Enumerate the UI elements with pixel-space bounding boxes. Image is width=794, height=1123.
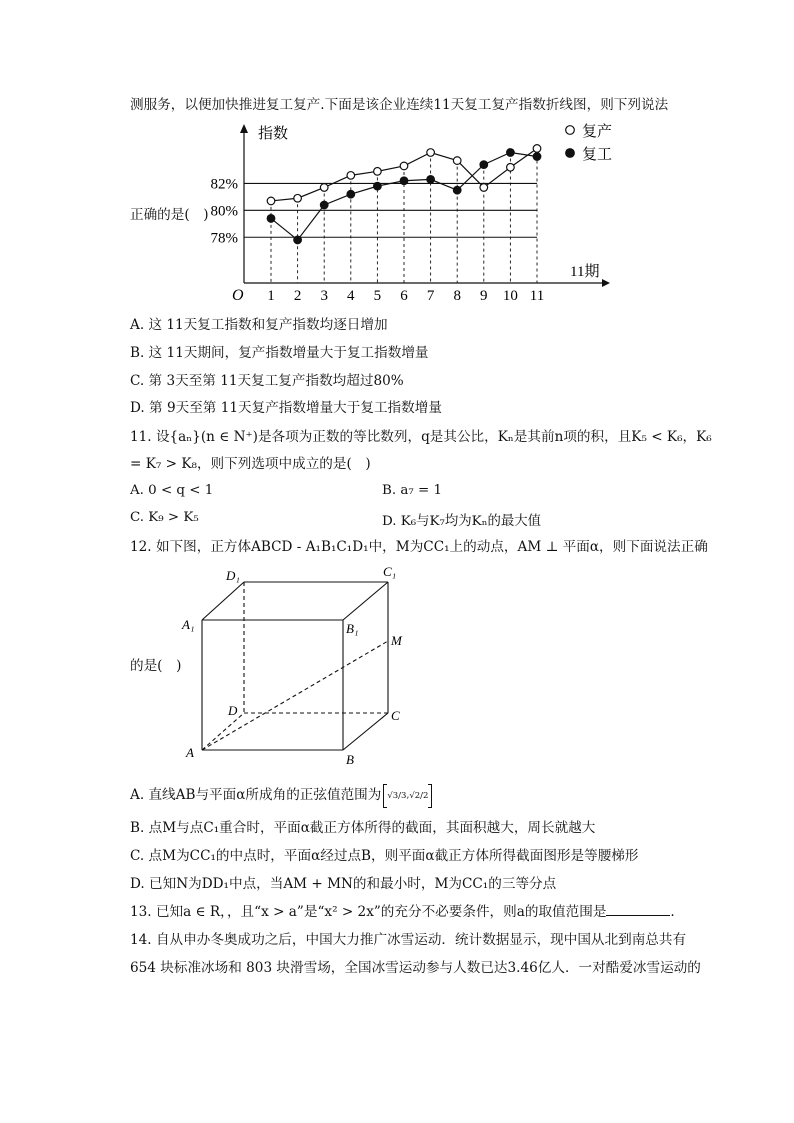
- edge-b-c: [343, 713, 388, 750]
- point-复工-2: [294, 236, 302, 244]
- point-复工-9: [480, 161, 488, 169]
- y-tick-label-78: 78%: [210, 230, 238, 247]
- q11-line2: = K₇ > K₈，则下列选项中成立的是( ): [130, 456, 371, 472]
- q10-option-a: A. 这 11天复工指数和复产指数均逐日增加: [130, 317, 388, 333]
- y-tick-label-82: 82%: [210, 176, 238, 193]
- x-axis-label: 11期: [570, 264, 600, 280]
- point-复工-5: [374, 182, 382, 190]
- point-复工-10: [507, 149, 515, 157]
- cube-figure: [170, 560, 420, 775]
- legend-marker-复产: [566, 126, 575, 135]
- point-复产-4: [347, 172, 355, 180]
- edge-a1-d1: [202, 582, 244, 620]
- intro-line: 测服务，以便加快推进复工复产.下面是该企业连续11天复工复产指数折线图，则下列说法: [130, 97, 669, 113]
- q11-option-a: A. 0 < q < 1: [130, 483, 214, 498]
- q11-line1: 11. 设{aₙ}(n ∈ N⁺)是各项为正数的等比数列，q是其公比，Kₙ是其前n项的积，且K₅ < K₆，K₆: [130, 429, 712, 445]
- range-bracket-right: [428, 784, 432, 808]
- edge-b1-c1: [343, 582, 388, 620]
- legend-marker-复工: [566, 149, 575, 158]
- point-复工-7: [427, 176, 435, 184]
- q13-text: 13. 已知a ∈ R，，且“x > a”是“x² > 2x”的充分不必要条件，则a的取值范围是: [130, 904, 607, 920]
- q12-line1: 12. 如下图，正方体ABCD - A₁B₁C₁D₁中，M为CC₁上的动点，AM ⊥ 平面α，则下面说法正确: [130, 539, 708, 555]
- q11-option-d: D. K₆与K₇均为Kₙ的最大值: [382, 514, 542, 529]
- x-tick-label-4: 4: [347, 288, 355, 304]
- point-复产-9: [480, 184, 488, 192]
- q10-option-d: D. 第 9天至第 11天复产指数增量大于复工指数增量: [130, 400, 442, 416]
- range-right: √2/2: [409, 790, 429, 801]
- x-tick-label-10: 10: [502, 288, 518, 304]
- label-m: M: [391, 633, 402, 648]
- point-复产-1: [267, 197, 275, 205]
- q10-option-c: C. 第 3天至第 11天复工复产指数均超过80%: [130, 373, 404, 389]
- label-a: A: [186, 745, 194, 760]
- index-line-chart: [200, 118, 630, 308]
- x-tick-label-1: 1: [267, 288, 275, 304]
- point-复产-10: [507, 163, 515, 171]
- q13-line: [130, 903, 675, 921]
- range-left: √3/3: [387, 790, 407, 801]
- point-复工-4: [347, 190, 355, 198]
- x-tick-label-3: 3: [320, 288, 328, 304]
- segment-a-m: [202, 641, 388, 750]
- q12-option-c: C. 点M为CC₁的中点时，平面α经过点B，则平面α截正方体所得截面图形是等腰梯形: [130, 848, 639, 864]
- point-复产-5: [374, 168, 382, 176]
- point-复产-6: [400, 162, 408, 170]
- point-复工-6: [400, 177, 408, 185]
- point-复工-1: [267, 215, 275, 223]
- x-tick-label-9: 9: [480, 288, 488, 304]
- label-d1: D₁: [226, 568, 240, 583]
- q14-line1: 14. 自从申办冬奥成功之后，中国大力推广冰雪运动．统计数据显示，现中国从北到南总共有: [130, 932, 687, 948]
- point-复产-7: [427, 149, 435, 157]
- legend-label-复工: 复工: [582, 147, 613, 163]
- q12-prompt: 的是( ): [130, 658, 182, 674]
- label-b1: B₁: [346, 621, 359, 636]
- label-a1: A₁: [182, 617, 195, 632]
- edge-a-d: [202, 713, 244, 750]
- legend-label-复产: 复产: [582, 124, 613, 140]
- q14-line2: 654 块标准冰场和 803 块滑雪场，全国冰雪运动参与人数已达3.46亿人．一对酷爱冰雪运动的: [130, 960, 701, 976]
- label-c: C: [391, 708, 400, 723]
- q10-prompt: 正确的是( ): [130, 207, 209, 223]
- x-tick-label-7: 7: [426, 288, 435, 304]
- q11-option-c: C. K₉ > K₅: [130, 510, 199, 525]
- origin-label: O: [232, 287, 244, 304]
- y-tick-label-80: 80%: [210, 203, 238, 220]
- label-b: B: [346, 752, 354, 767]
- point-复产-8: [453, 157, 461, 165]
- q12-option-d: D. 已知N为DD₁中点，当AM + MN的和最小时，M为CC₁的三等分点: [130, 876, 557, 892]
- x-tick-label-11: 11: [529, 288, 545, 304]
- label-d: D: [228, 703, 238, 718]
- point-复产-11: [533, 145, 541, 153]
- y-axis-arrow: [240, 124, 248, 133]
- q13-answer-blank[interactable]: [606, 903, 670, 916]
- q12-option-a: A. 直线AB与平面α所成角的正弦值范围为 √3/3 , √2/2: [130, 782, 432, 808]
- point-复工-11: [533, 153, 541, 161]
- point-复工-8: [453, 186, 461, 194]
- x-tick-label-6: 6: [400, 288, 408, 304]
- q13-end: .: [670, 904, 675, 920]
- label-c1: C₁: [383, 564, 397, 579]
- point-复产-3: [320, 184, 328, 192]
- point-复产-2: [294, 194, 302, 202]
- q12-option-b: B. 点M与点C₁重合时，平面α截正方体所得的截面，其面积越大，周长就越大: [130, 820, 596, 836]
- x-tick-label-5: 5: [373, 288, 382, 304]
- x-tick-label-2: 2: [293, 288, 302, 304]
- q12-option-a-text: A. 直线AB与平面α所成角的正弦值范围为: [130, 787, 382, 803]
- point-复工-3: [320, 201, 328, 209]
- q10-option-b: B. 这 11天期间，复产指数增量大于复工指数增量: [130, 345, 429, 361]
- x-axis-arrow: [602, 279, 610, 287]
- y-axis-label: 指数: [258, 126, 289, 142]
- q11-option-b: B. a₇ = 1: [382, 483, 442, 498]
- x-tick-label-8: 8: [453, 288, 461, 304]
